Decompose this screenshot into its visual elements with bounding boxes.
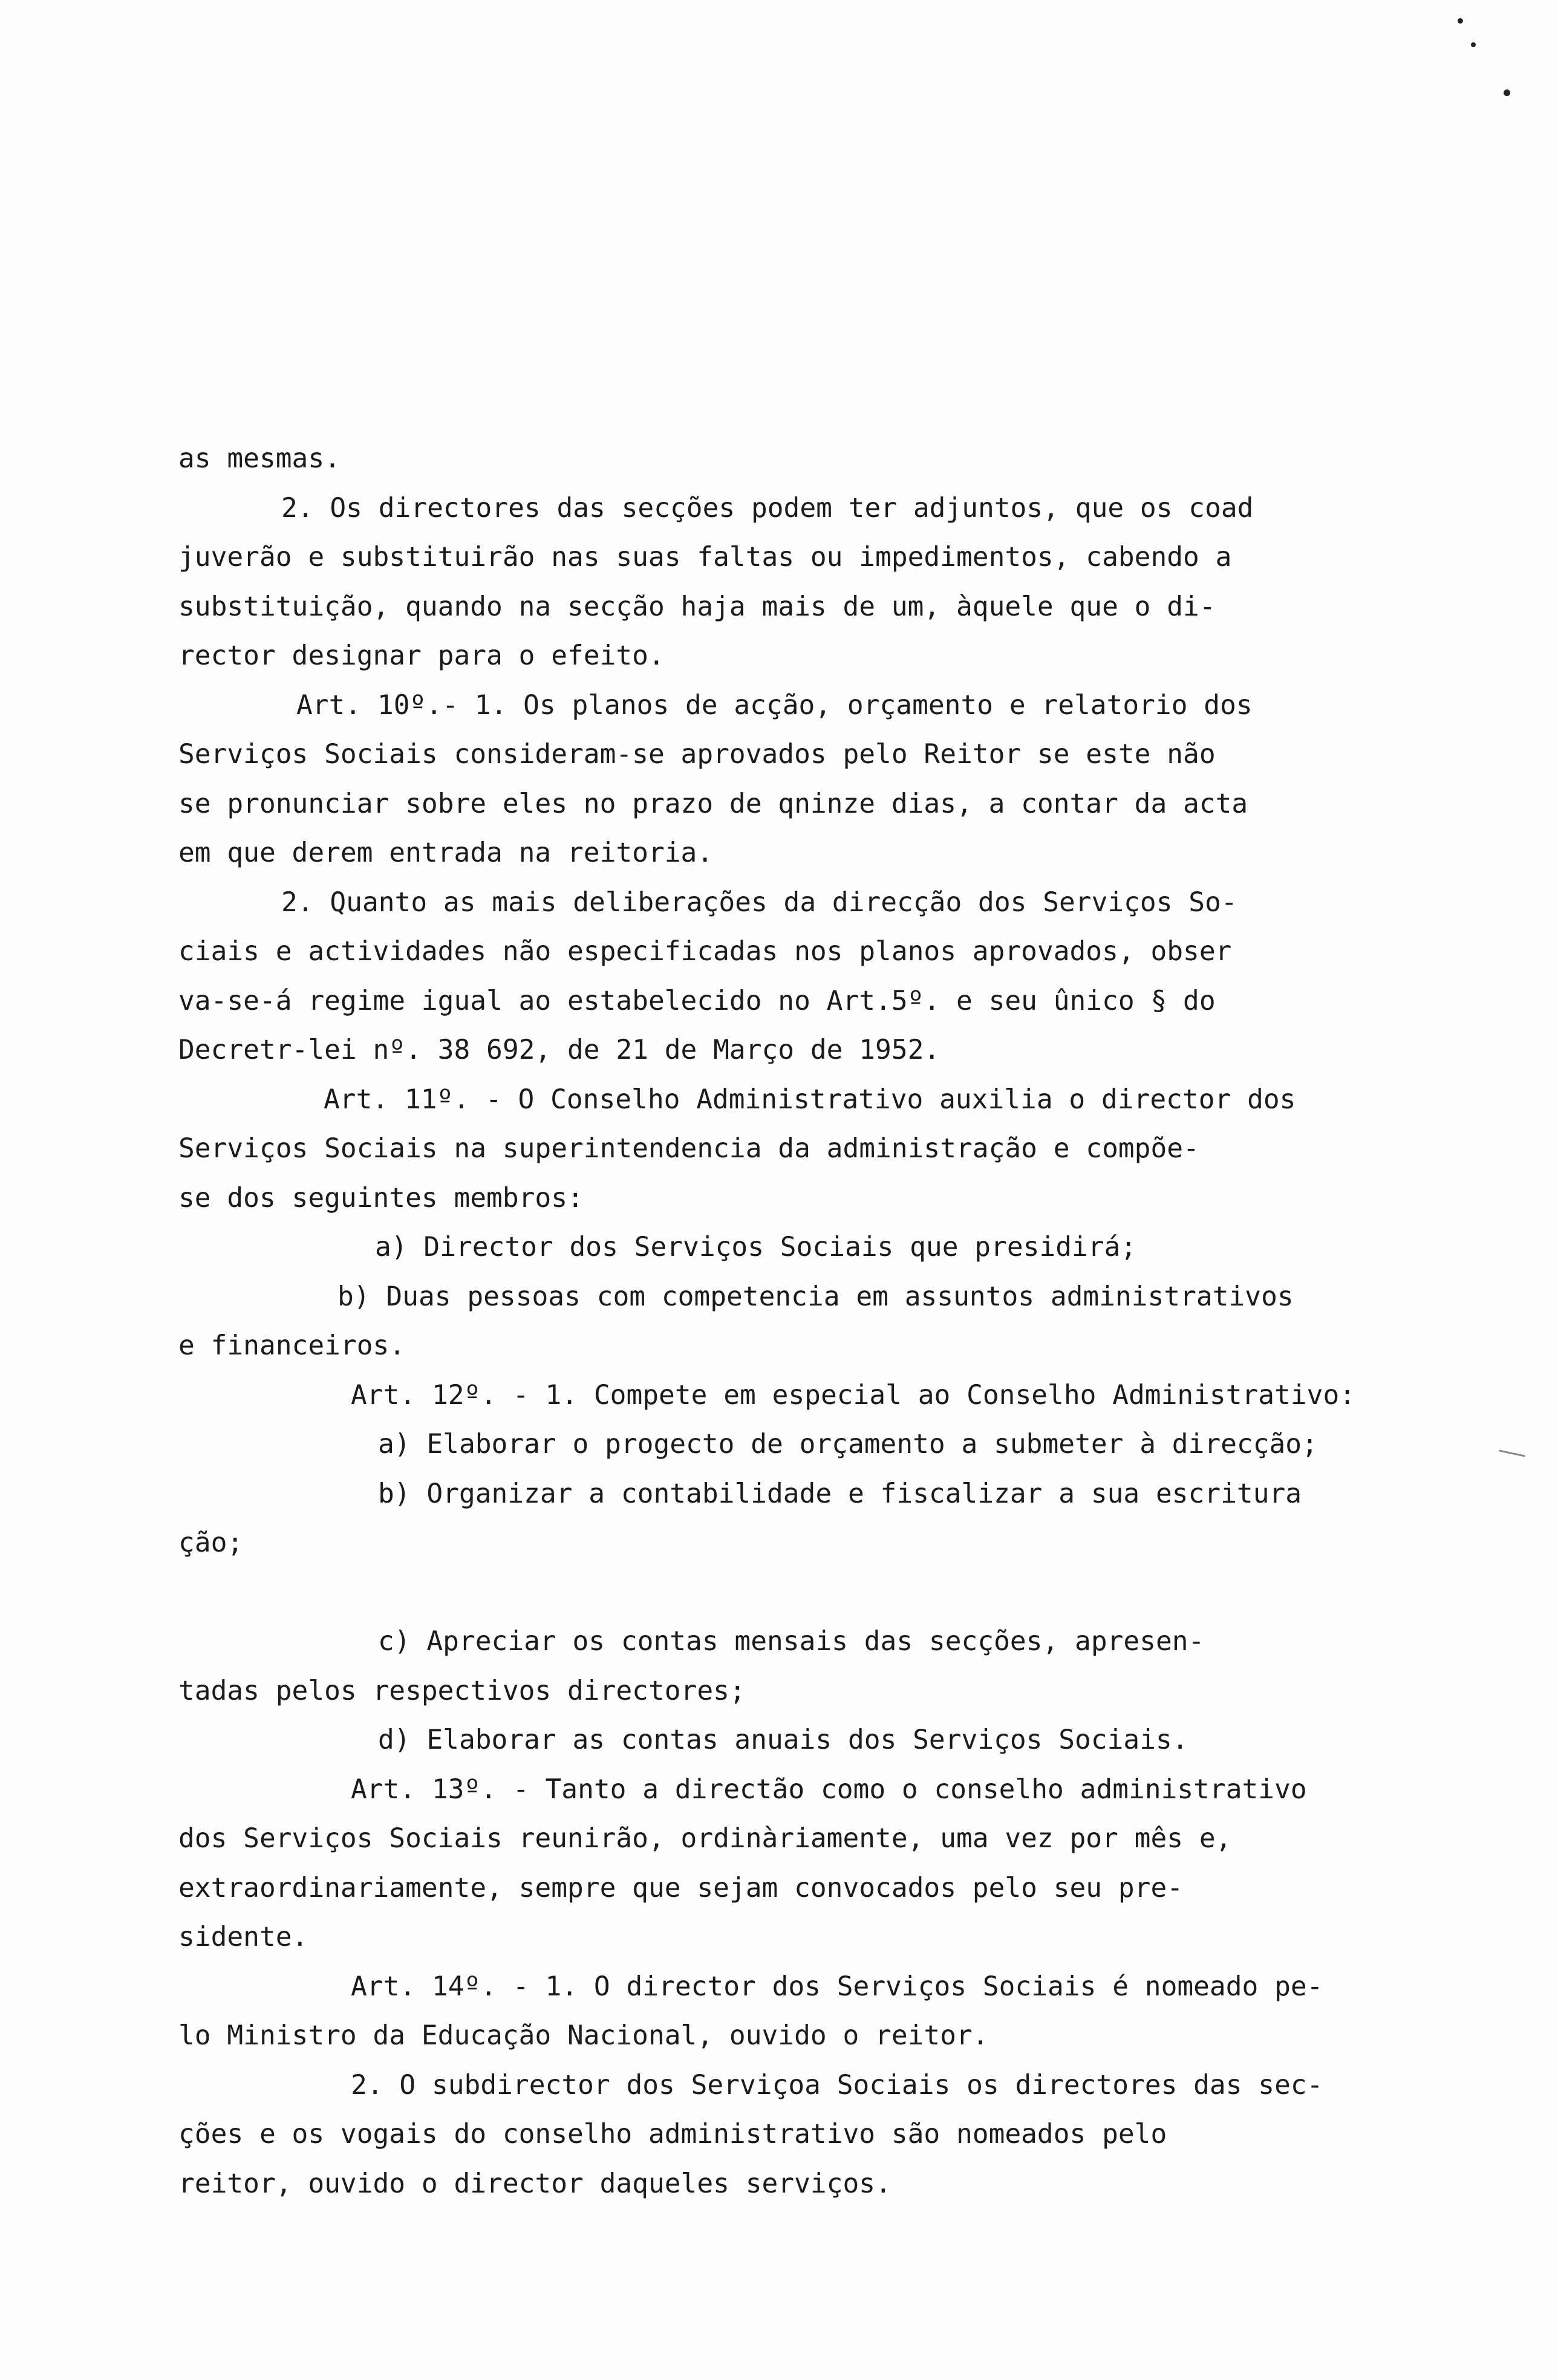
text-line: va-se-á regime igual ao estabelecido no Art.5º. e seu ûnico § do bbox=[178, 985, 1216, 1016]
text-line: Decretr-lei nº. 38 692, de 21 de Março de 1952. bbox=[178, 1035, 940, 1065]
ink-speck bbox=[1458, 18, 1463, 24]
text-line: extraordinariamente, sempre que sejam convocados pelo seu pre- bbox=[178, 1872, 1184, 1904]
text-line: e financeiros. bbox=[178, 1330, 406, 1361]
text-line: a) Director dos Serviços Sociais que presidirá; bbox=[375, 1232, 1137, 1263]
text-line: Serviços Sociais na superintendencia da administração e compõe- bbox=[178, 1133, 1199, 1164]
ink-speck bbox=[1471, 42, 1476, 47]
text-line: 2. Os directores das secções podem ter adjuntos, que os coad bbox=[281, 492, 1254, 524]
text-line: Serviços Sociais consideram-se aprovados pelo Reitor se este não bbox=[178, 739, 1216, 770]
text-line: tadas pelos respectivos directores; bbox=[178, 1675, 746, 1706]
text-line: ção; bbox=[178, 1527, 244, 1558]
text-line: Art. 12º. - 1. Compete em especial ao Conselho Administrativo: bbox=[351, 1379, 1356, 1411]
ink-speck bbox=[1504, 89, 1510, 96]
text-line: as mesmas. bbox=[178, 443, 341, 474]
text-line: em que derem entrada na reitoria. bbox=[178, 837, 714, 868]
text-line: juverão e substituirão nas suas faltas ou impedimentos, cabendo a bbox=[178, 542, 1232, 573]
text-line: b) Duas pessoas com competencia em assuntos administrativos bbox=[337, 1281, 1294, 1312]
text-line: d) Elaborar as contas anuais dos Serviços Sociais. bbox=[378, 1725, 1188, 1755]
text-line: dos Serviços Sociais reunirão, ordinàriamente, uma vez por mês e, bbox=[178, 1823, 1232, 1854]
text-line: ções e os vogais do conselho administrativo são nomeados pelo bbox=[178, 2119, 1167, 2150]
text-line: se pronunciar sobre eles no prazo de qninze dias, a contar da acta bbox=[178, 788, 1248, 819]
text-line: 2. O subdirector dos Serviçoa Sociais os directores das sec- bbox=[351, 2069, 1323, 2101]
text-line: b) Organizar a contabilidade e fiscalizar a sua escritura bbox=[378, 1478, 1302, 1509]
line-gap bbox=[178, 1568, 1394, 1618]
text-line: Art. 11º. - O Conselho Administrativo auxilia o director dos bbox=[324, 1084, 1296, 1115]
text-line: se dos seguintes membros: bbox=[178, 1182, 584, 1214]
text-line: c) Apreciar os contas mensais das secções, apresen- bbox=[378, 1626, 1205, 1657]
text-line: Art. 13º. - Tanto a directão como o conselho administrativo bbox=[351, 1774, 1307, 1805]
text-line: 2. Quanto as mais deliberações da direcção dos Serviços So- bbox=[281, 886, 1237, 918]
text-line: lo Ministro da Educação Nacional, ouvido o reitor. bbox=[178, 2020, 989, 2051]
margin-mark bbox=[1499, 1449, 1525, 1457]
text-line: reitor, ouvido o director daqueles serviços. bbox=[178, 2168, 891, 2199]
document-body bbox=[178, 434, 1394, 2208]
text-line: Art. 14º. - 1. O director dos Serviços Sociais é nomeado pe- bbox=[351, 1971, 1323, 2002]
text-line: Art. 10º.- 1. Os planos de acção, orçamento e relatorio dos bbox=[296, 689, 1253, 721]
text-line: rector designar para o efeito. bbox=[178, 640, 665, 671]
text-line: ciais e actividades não especificadas nos planos aprovados, obser bbox=[178, 936, 1232, 967]
text-line: substituição, quando na secção haja mais de um, àquele que o di- bbox=[178, 591, 1216, 622]
text-line: sidente. bbox=[178, 1922, 308, 1952]
text-line: a) Elaborar o progecto de orçamento a submeter à direcção; bbox=[378, 1429, 1318, 1460]
